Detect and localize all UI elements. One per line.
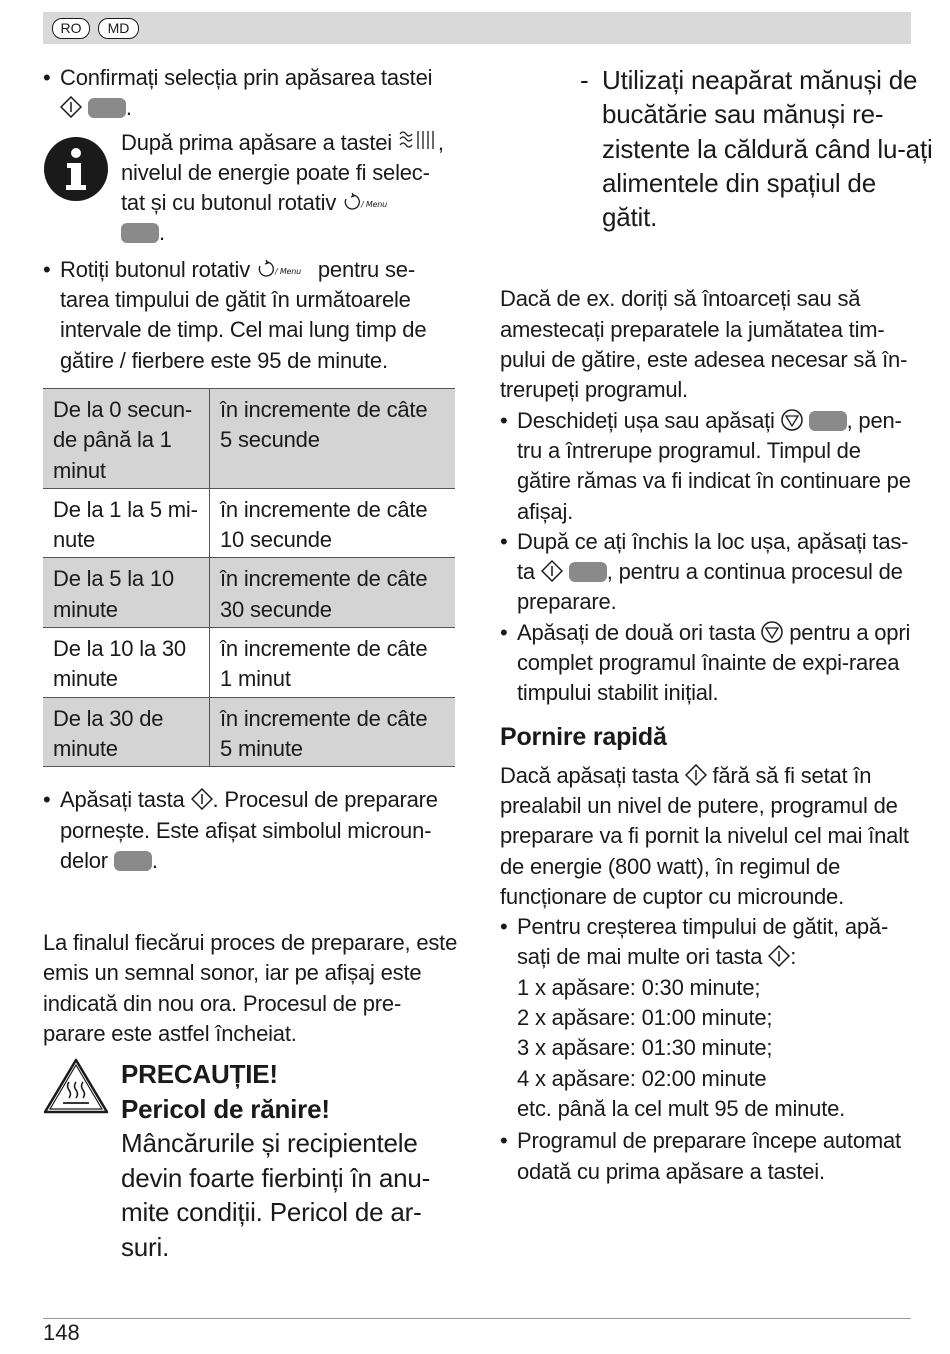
footer-divider <box>43 1318 911 1319</box>
quick-start-heading: Pornire rapidă <box>500 722 667 751</box>
table-cell-range: De la 30 de minute <box>43 697 210 767</box>
stop-key-icon <box>781 409 803 431</box>
b1-text-a: Deschideți ușa sau apăsați <box>517 407 775 433</box>
bullet-press-start: • Apăsați tasta . Procesul de preparare pornește. Este afișat simbolul microun-delor . <box>43 787 438 873</box>
table-cell-step: în incremente de câte 1 minut <box>220 636 428 692</box>
table-row <box>43 388 455 488</box>
table-cell-range: De la 0 secun- de până la 1 minut <box>43 388 210 488</box>
rotate-text-b: pentru se- <box>317 256 415 282</box>
power-key-icon <box>398 128 438 154</box>
bullet-stop: • Apăsați de două ori tasta pentru a opri complet programul înainte de expi-rarea timpului stabilit inițial. <box>500 619 911 706</box>
hot-surface-warning-icon <box>43 1057 109 1115</box>
key-display-swatch <box>121 223 159 243</box>
bullet-continue: • După ce ați închis la loc ușa, apăsați tas-ta , pentru a continua procesul de preparare. <box>500 528 909 615</box>
b3-text-b: pentru a opri complet programul înainte de expi-rarea timpului stabilit inițial. <box>517 619 911 706</box>
header-bar <box>43 12 911 44</box>
press-text-b: . Procesul de preparare pornește. Este afișat simbolul microun-delor <box>60 787 438 873</box>
info-note: După prima apăsare a tastei , nivelul de energie poate fi selec- tat și cu butonul rotativ / Menu . <box>43 128 458 249</box>
key-display-swatch <box>809 411 847 431</box>
table-cell-step: în incremente de câte 5 minute <box>210 697 456 767</box>
bullet-increase: • Pentru creșterea timpului de gătit, apă-sați de mai multe ori tasta : 1 x apăsare: 0:30 minute; 2 x apăsare: 01:00 minute; 3 x apăsare: 01:30 minute; 4 x apăsare: 02:00 minute etc. până la cel mult 95 de minute. <box>500 912 912 1124</box>
table-cell-range: De la 1 la 5 mi- nute <box>43 488 210 558</box>
key-display-swatch <box>88 98 126 118</box>
start-key-icon <box>541 560 563 582</box>
start-key-icon <box>768 945 790 967</box>
table-cell-step: în incremente de câte 10 secunde <box>220 496 428 553</box>
bullet-rotate: • Rotiți butonul rotativ / Menu pentru se- tarea timpului de gătit în următoarele intervale de timp. Cel mai lung timp de gătire / fierbere este 95 de minute. <box>43 256 427 373</box>
b2-text-b: , pentru a continua procesul de preparare. <box>517 559 903 615</box>
table-row <box>43 697 455 767</box>
b3-text-a: Apăsați de două ori tasta <box>517 619 756 645</box>
svg-text:/ Menu: / Menu <box>274 266 301 276</box>
warning-text: Mâncărurile și recipientele devin foarte fierbinți în anu-mite condiții. Pericol de ar-suri. <box>121 1128 431 1262</box>
rotate-text-c: tarea timpului de gătit în următoarele intervale de timp. Cel mai lung timp de gătire / fierbere este 95 de minute. <box>60 287 427 373</box>
page-number: 148 <box>43 1320 80 1345</box>
info-text-b: nivelul de energie poate fi selec- <box>121 159 430 185</box>
table-cell-range: De la 5 la 10 minute <box>43 558 210 628</box>
lang-badge-md: MD <box>98 18 139 39</box>
rotary-menu-icon <box>256 258 312 280</box>
gloves-text: Utilizați neapărat mănuși de bucătărie sau mănuși re-zistente la căldură când lu-ați alimentele din spațiul de gătit. <box>602 65 933 233</box>
start-key-icon <box>191 788 213 810</box>
end-paragraph: La finalul fiecărui proces de preparare, este emis un semnal sonor, iar pe afișaj este indicată din nou ora. Procesul de pre-parare este astfel încheiat. <box>43 930 458 1047</box>
warning-subtitle: Pericol de rănire! <box>121 1093 330 1124</box>
table-cell-step: în incremente de câte 30 secunde <box>210 558 456 628</box>
gloves-notice: - Utilizați neapărat mănuși de bucătărie sau mănuși re-zistente la căldură când lu-ați alimentele din spațiul de gătit. <box>580 65 933 233</box>
right-column <box>500 63 933 1187</box>
info-icon <box>43 136 109 202</box>
table-cell-step: în incremente de câte 5 secunde <box>210 388 456 488</box>
table-row <box>43 558 455 628</box>
b2-text-a: După ce ați închis la loc ușa, apăsați tas-ta <box>517 528 909 585</box>
auto-text: Programul de preparare începe automat odată cu prima apăsare a tastei. <box>517 1128 901 1184</box>
inc-text-a: Pentru creșterea timpului de gătit, apă-sați de mai multe ori tasta <box>517 914 889 970</box>
microwave-symbol-swatch <box>114 851 152 871</box>
press-count-line: 3 x apăsare: 01:30 minute; <box>517 1035 773 1061</box>
info-text-a: După prima apăsare a tastei <box>121 129 392 155</box>
warning-title: PRECAUȚIE! <box>121 1059 278 1090</box>
bullet-auto-start: • Programul de preparare începe automat odată cu prima apăsare a tastei. <box>500 1128 901 1184</box>
confirm-text: Confirmați selecția prin apăsarea tastei <box>60 65 433 90</box>
rotary-menu-icon <box>342 191 398 213</box>
bullet-confirm: • Confirmați selecția prin apăsarea tastei . <box>43 65 433 121</box>
key-display-swatch <box>569 562 607 582</box>
info-text-c: tat și cu butonul rotativ <box>121 190 337 216</box>
bullet-interrupt: • Deschideți ușa sau apăsați , pen-tru a întrerupe programul. Timpul de gătire rămas va fi indicat în continuare pe afișaj. <box>500 407 911 524</box>
rotate-text-a: Rotiți butonul rotativ <box>60 256 251 282</box>
warning-box <box>43 1057 458 1264</box>
press-text-a: Apăsați tasta <box>60 787 185 813</box>
svg-text:/ Menu: / Menu <box>361 200 388 210</box>
quick-start-paragraph <box>500 761 912 912</box>
left-column <box>43 63 458 1264</box>
time-increment-table <box>43 388 455 767</box>
start-key-icon <box>685 764 707 786</box>
lang-badge-ro: RO <box>52 18 90 39</box>
table-cell-range: De la 10 la 30 minute <box>43 628 210 698</box>
quick-text-a: Dacă apăsați tasta <box>500 762 679 788</box>
start-key-icon <box>60 96 82 118</box>
press-count-line: etc. până la cel mult 95 de minute. <box>517 1095 846 1121</box>
press-count-line: 2 x apăsare: 01:00 minute; <box>517 1005 773 1031</box>
quick-text-b: fără să fi setat în prealabil un nivel de putere, programul de preparare va fi pornit la nivelul cel mai înalt de energie (800 watt), în regimul de funcționare de cuptor cu microunde. <box>500 762 909 909</box>
table-row <box>43 488 455 558</box>
table-row <box>43 628 455 698</box>
press-count-line: 4 x apăsare: 02:00 minute <box>517 1065 767 1091</box>
b1-text-b: , pen-tru a întrerupe programul. Timpul de gătire rămas va fi indicat în continuare pe afișaj. <box>517 407 911 524</box>
stop-key-icon <box>761 621 783 643</box>
interrupt-intro: Dacă de ex. doriți să întoarceți sau să amestecați preparatele la jumătatea tim-pului de gătire, este adesea necesar să în-trerupeți programul. <box>500 286 908 403</box>
press-count-line: 1 x apăsare: 0:30 minute; <box>517 974 761 1000</box>
